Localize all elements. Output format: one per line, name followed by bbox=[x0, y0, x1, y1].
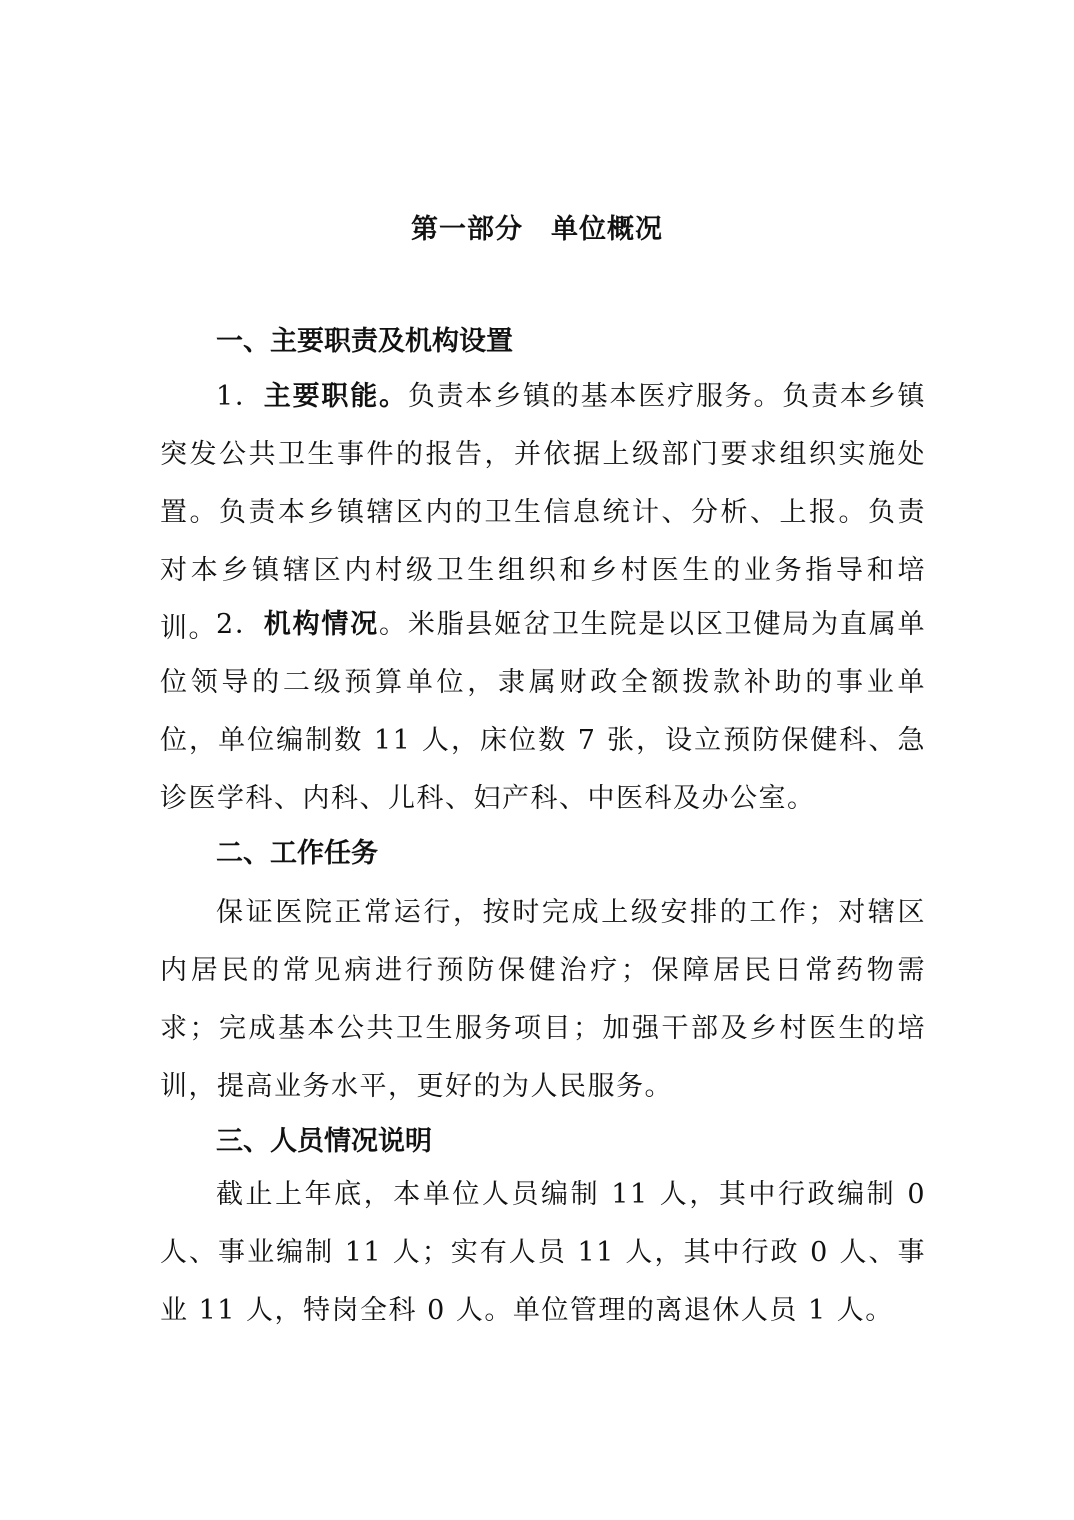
paragraph-number: 2． bbox=[216, 609, 264, 640]
page-title: 第一部分 单位概况 bbox=[411, 214, 663, 245]
paragraph-lead: 主要职能。 bbox=[263, 381, 408, 412]
paragraph-number: 1． bbox=[216, 381, 264, 412]
paragraph-text: 负责本乡镇的基本医疗服务。负责本乡镇突发公共卫生事件的报告，并依据上级部门要求组织实施处置。负责本乡镇辖区内的卫生信息统计、分析、上报。负责对本乡镇辖区内村级卫生组织和乡村医生的业务指导和培训。 bbox=[160, 381, 927, 644]
paragraph-text: 。米脂县姬岔卫生院是以区卫健局为直属单位领导的二级预算单位，隶属财政全额拨款补助的事业单位，单位编制数 11 人，床位数 7 张，设立预防保健科、急诊医学科、内科、儿科、妇产科、中医科及办公室。 bbox=[160, 609, 926, 814]
paragraph-staff: 截止上年底，本单位人员编制 11 人，其中行政编制 0 人、事业编制 11 人；实有人员 11 人，其中行政 0 人、事业 11 人，特岗全科 0 人。单位管理的离退休人员 1 人。 bbox=[160, 1179, 926, 1326]
section-heading-duties: 一、主要职责及机构设置 bbox=[216, 326, 513, 357]
paragraph-lead: 机构情况 bbox=[263, 609, 380, 640]
section-heading-tasks: 二、工作任务 bbox=[216, 838, 378, 869]
paragraph-organization bbox=[160, 596, 926, 828]
section-heading-staff: 三、人员情况说明 bbox=[216, 1126, 432, 1157]
paragraph-tasks: 保证医院正常运行，按时完成上级安排的工作；对辖区内居民的常见病进行预防保健治疗；保障居民日常药物需求；完成基本公共卫生服务项目；加强干部及乡村医生的培训，提高业务水平，更好的为人民服务。 bbox=[160, 897, 926, 1102]
